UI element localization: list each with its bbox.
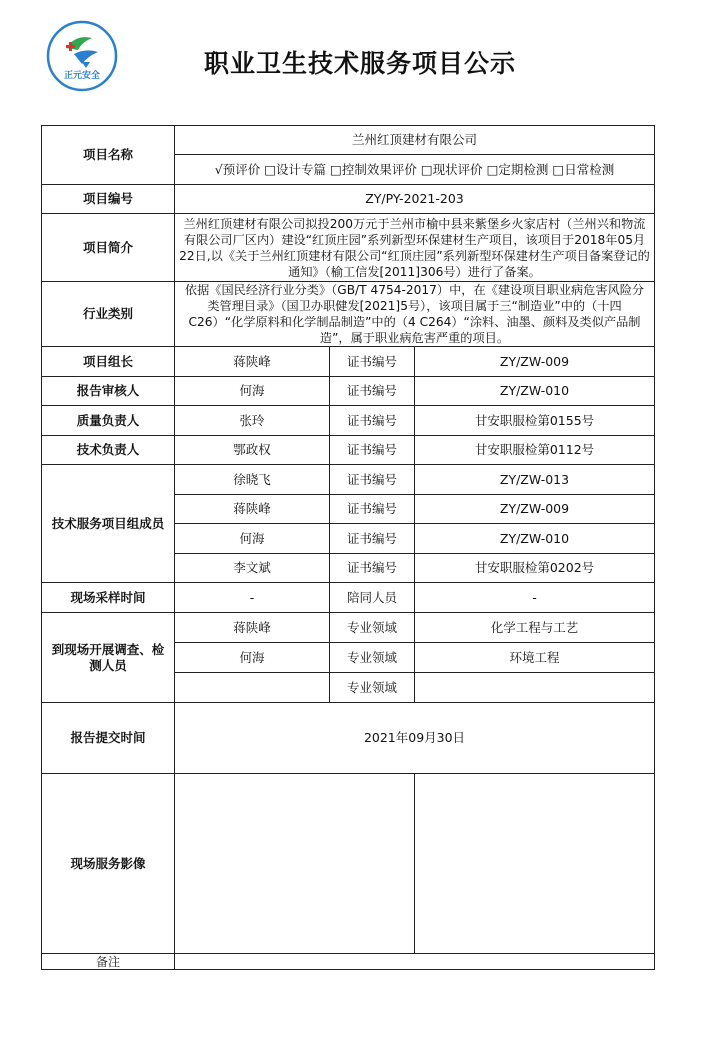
option-design[interactable]: □设计专篇 — [264, 161, 327, 177]
member-name: 何海 — [175, 524, 330, 554]
tech-cert: 甘安职服检第0112号 — [415, 436, 655, 465]
industry-value: 依据《国民经济行业分类》（GB/T 4754-2017）中，在《建设项目职业病危害风险分类管理目录》（国卫办职健发[2021]5号），该项目属于三“制造业”中的（十四 C26）“化学原料和化学制品制造”中的（4 C264）“涂料、油墨、颜料及类似产品制造”，属于职业病危害严重的项目。 — [175, 282, 655, 347]
members-label: 技术服务项目组成员 — [42, 465, 175, 583]
project-name-value: 兰州红顶建材有限公司 — [175, 126, 655, 155]
option-daily-detection[interactable]: □日常检测 — [552, 161, 615, 177]
sampling-label: 现场采样时间 — [42, 583, 175, 613]
member-cert: ZY/ZW-010 — [415, 524, 655, 554]
member-cert: 甘安职服检第0202号 — [415, 554, 655, 583]
page-title: 职业卫生技术服务项目公示 — [203, 49, 516, 78]
survey-label: 到现场开展调查、检测人员 — [42, 613, 175, 703]
companion-label: 陪同人员 — [330, 583, 415, 613]
cert-label: 证书编号 — [330, 465, 415, 495]
cert-label: 证书编号 — [330, 347, 415, 377]
cert-label: 证书编号 — [330, 377, 415, 406]
survey-field: 环境工程 — [415, 643, 655, 673]
leader-name: 蒋陕峰 — [175, 347, 330, 377]
field-label: 专业领域 — [330, 643, 415, 673]
quality-label: 质量负责人 — [42, 406, 175, 436]
evaluation-type-options — [175, 155, 655, 185]
cert-label: 证书编号 — [330, 436, 415, 465]
project-no-label: 项目编号 — [42, 185, 175, 214]
image-slot-2 — [415, 774, 655, 954]
tech-name: 鄂政权 — [175, 436, 330, 465]
quality-name: 张玲 — [175, 406, 330, 436]
industry-label: 行业类别 — [42, 282, 175, 347]
cert-label: 证书编号 — [330, 554, 415, 583]
reviewer-name: 何海 — [175, 377, 330, 406]
survey-field: 化学工程与工艺 — [415, 613, 655, 643]
cert-label: 证书编号 — [330, 406, 415, 436]
intro-label: 项目简介 — [42, 214, 175, 282]
leader-label: 项目组长 — [42, 347, 175, 377]
reviewer-label: 报告审核人 — [42, 377, 175, 406]
member-name: 蒋陕峰 — [175, 495, 330, 524]
survey-name: 蒋陕峰 — [175, 613, 330, 643]
option-periodic-detection[interactable]: □定期检测 — [486, 161, 549, 177]
project-no-value: ZY/PY-2021-203 — [175, 185, 655, 214]
survey-name — [175, 673, 330, 703]
option-pre-evaluation[interactable]: √预评价 — [214, 161, 261, 177]
field-label: 专业领域 — [330, 613, 415, 643]
companion-value: - — [415, 583, 655, 613]
option-control-effect[interactable]: □控制效果评价 — [330, 161, 417, 177]
quality-cert: 甘安职服检第0155号 — [415, 406, 655, 436]
submit-value: 2021年09月30日 — [175, 703, 655, 774]
remark-label: 备注 — [42, 954, 175, 970]
member-name: 李文斌 — [175, 554, 330, 583]
project-name-label: 项目名称 — [42, 126, 175, 185]
reviewer-cert: ZY/ZW-010 — [415, 377, 655, 406]
cert-label: 证书编号 — [330, 495, 415, 524]
member-name: 徐晓飞 — [175, 465, 330, 495]
logo-text: 正元安全 — [63, 71, 101, 81]
option-status-evaluation[interactable]: □现状评价 — [420, 161, 483, 177]
project-table — [41, 125, 655, 970]
intro-value: 兰州红顶建材有限公司拟投200万元于兰州市榆中县来紫堡乡火家店村（兰州兴和物流有限公司厂区内）建设“红顶庄园”系列新型环保建材生产项目，该项目于2018年05月22日,以《关于兰州红顶建材有限公司“红顶庄园”系列新型环保建材生产项目备案登记的通知》（榆工信发[2011]306号）进行了备案。 — [175, 214, 655, 282]
image-slot-1 — [175, 774, 415, 954]
survey-field — [415, 673, 655, 703]
survey-name: 何海 — [175, 643, 330, 673]
member-cert: ZY/ZW-013 — [415, 465, 655, 495]
submit-label: 报告提交时间 — [42, 703, 175, 774]
sampling-value: - — [175, 583, 330, 613]
member-cert: ZY/ZW-009 — [415, 495, 655, 524]
leader-cert: ZY/ZW-009 — [415, 347, 655, 377]
field-label: 专业领域 — [330, 673, 415, 703]
images-label: 现场服务影像 — [42, 774, 175, 954]
cert-label: 证书编号 — [330, 524, 415, 554]
tech-label: 技术负责人 — [42, 436, 175, 465]
remark-value — [175, 954, 655, 970]
